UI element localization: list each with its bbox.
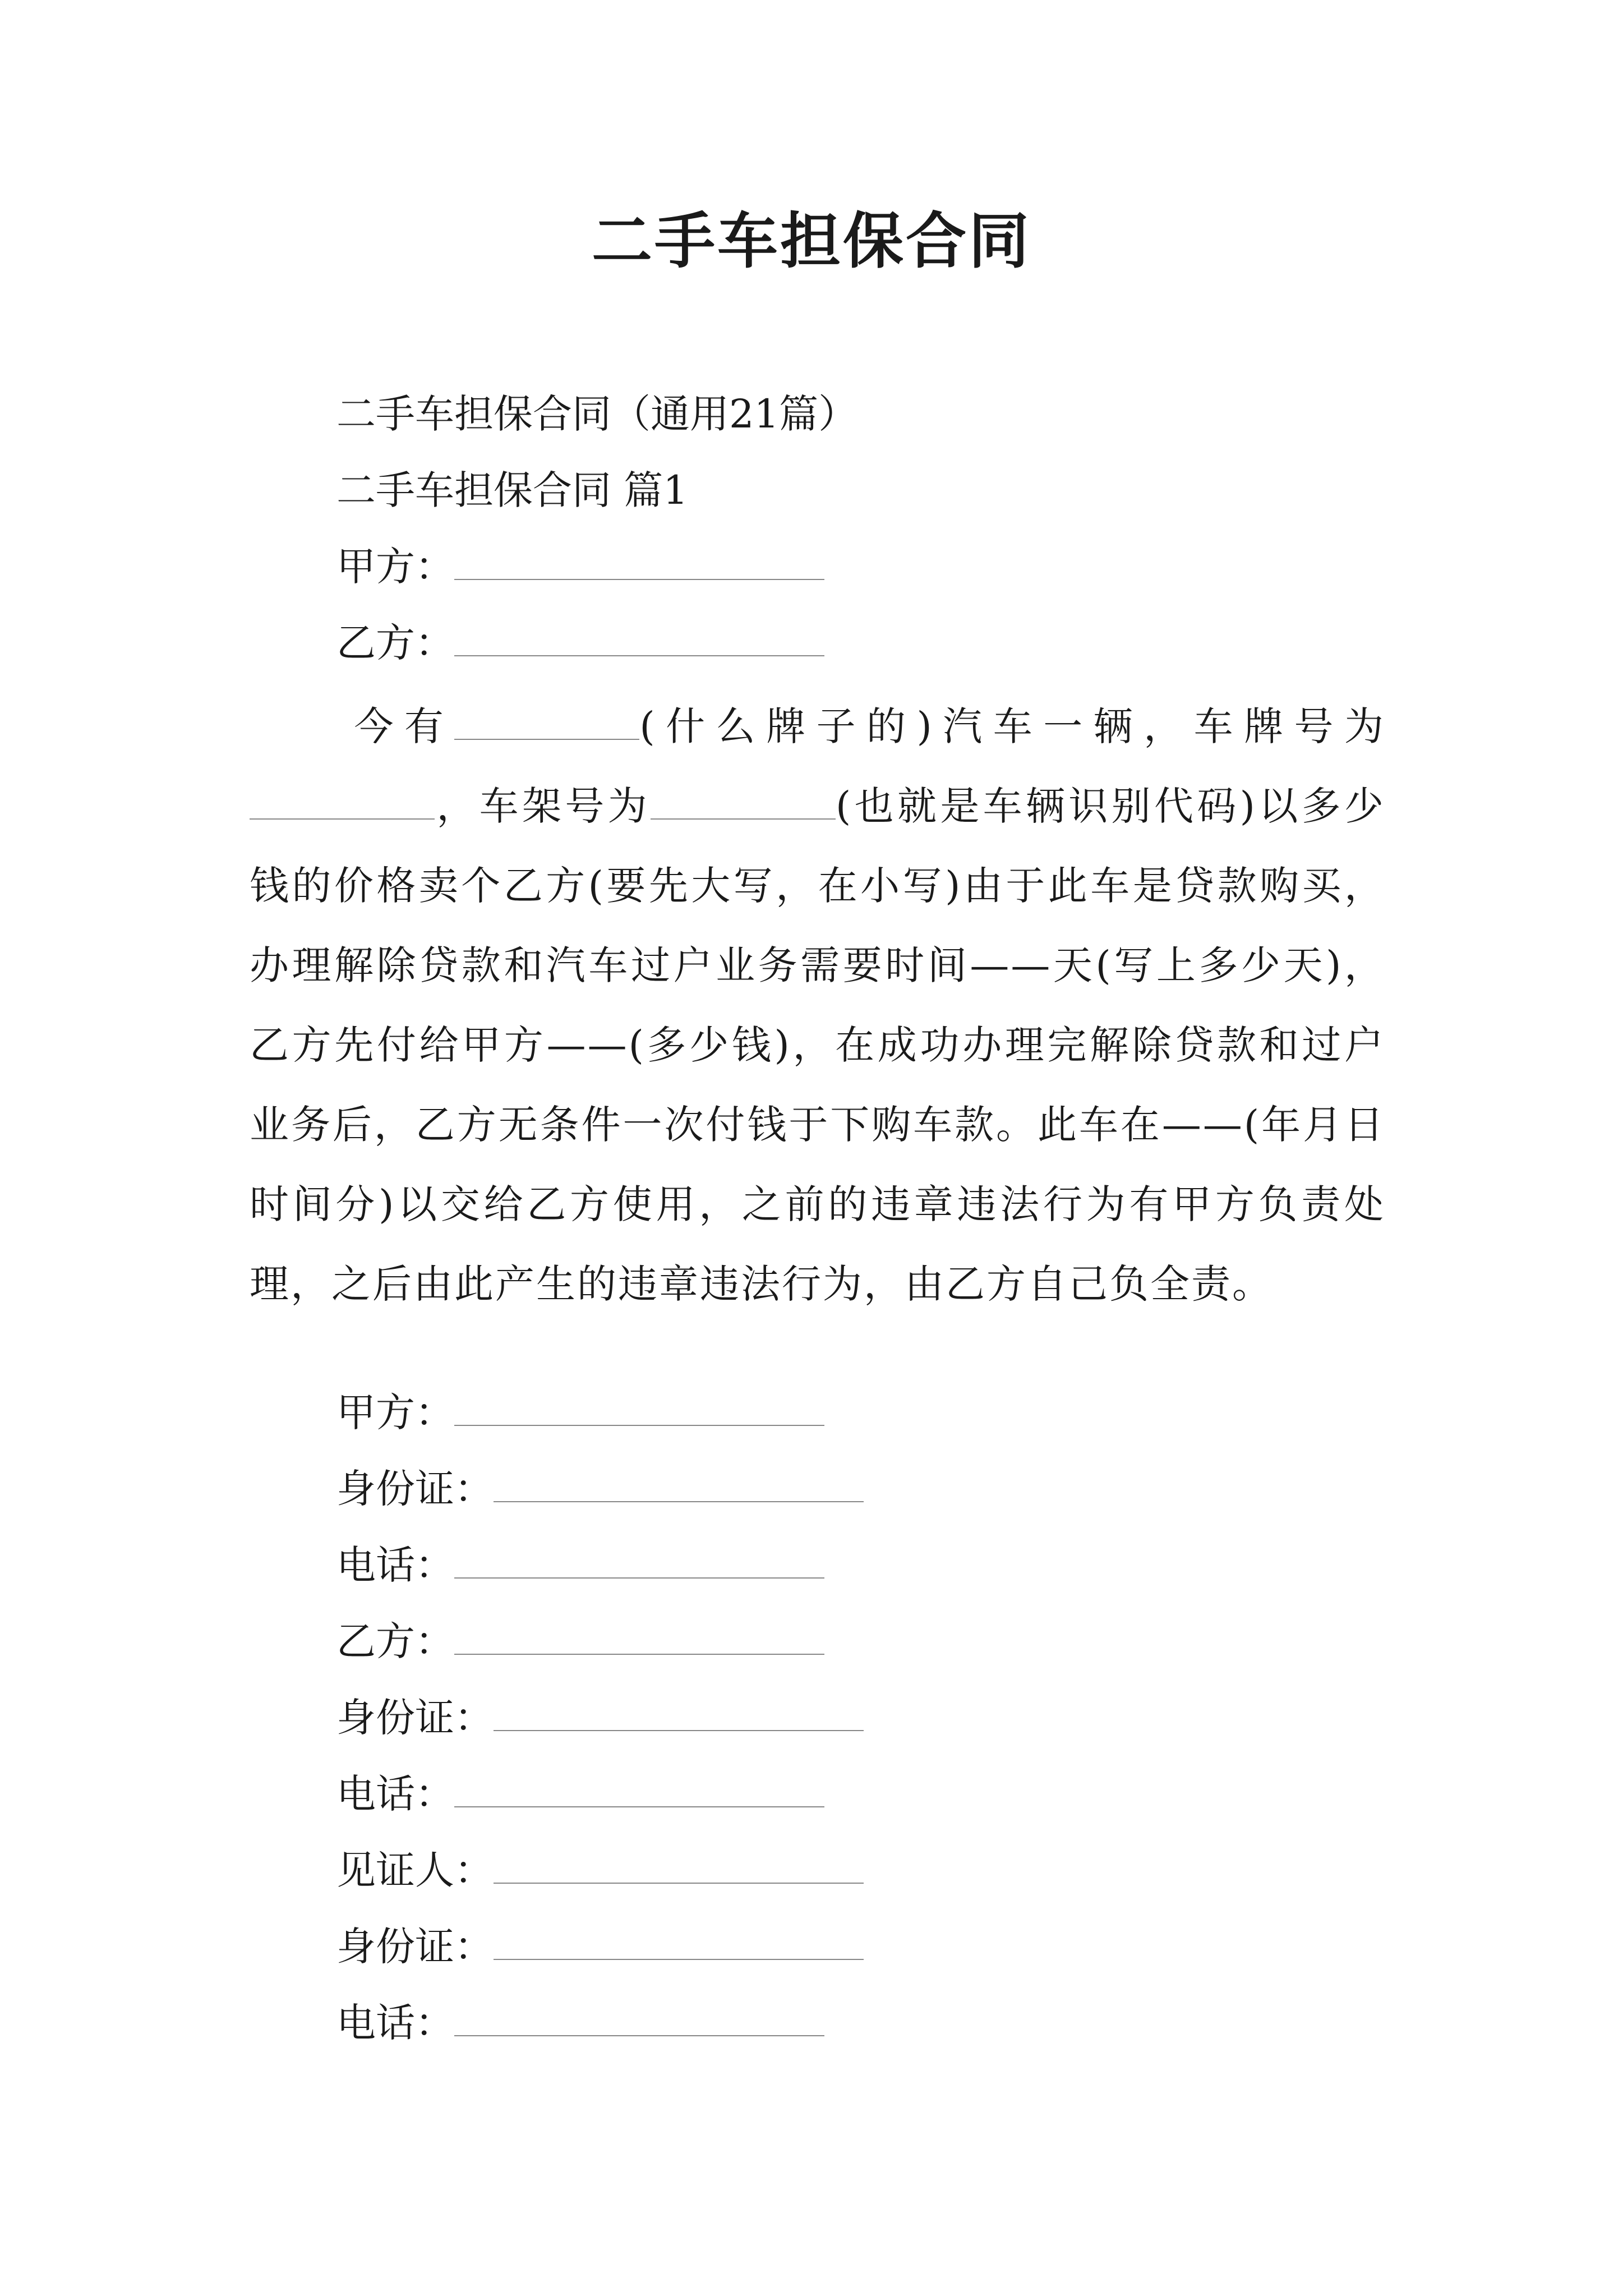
signature-witness-id [336,1920,864,1973]
signature-party-b-id [336,1691,864,1745]
document-subtitle: 二手车担保合同（通用21篇） [336,391,858,437]
body-segment-3: ，车架号为 [435,783,651,829]
signature-blank [454,1996,824,2036]
party-b-label: 乙方： [336,620,454,666]
signature-party-b [336,1614,824,1668]
signature-blank [494,1843,864,1884]
signature-witness-phone [336,1996,824,2050]
body-segment-2: (什么牌子的)汽车一辆，车牌号为 [639,703,1386,749]
signature-blank [454,1767,824,1807]
signature-label: 身份证： [336,1466,494,1512]
party-a-blank [454,540,824,580]
signature-label: 见证人： [336,1847,494,1893]
party-a-field [336,540,824,593]
signature-blank [454,1614,824,1655]
signature-label: 电话： [336,2000,454,2046]
signature-blank [454,1538,824,1579]
signature-label: 电话： [336,1542,454,1588]
signature-label: 甲方： [336,1389,454,1435]
document-title: 二手车担保合同 [591,206,1031,277]
signature-label: 电话： [336,1771,454,1817]
signature-blank [494,1691,864,1731]
party-a-label: 甲方： [336,544,454,590]
vin-blank [651,784,836,820]
plate-number-blank [250,784,435,820]
signature-label: 乙方： [336,1618,454,1664]
signature-blank [494,1920,864,1960]
signature-party-a-phone [336,1538,824,1592]
brand-blank [454,704,639,740]
party-b-blank [454,616,824,656]
body-segment-4: (也就是车辆识别代码)以多少钱的价格卖个乙方(要先大写，在小写)由于此车是贷款购买，办理解除贷款和汽车过户业务需要时间——天(写上多少天)，乙方先付给甲方——(多少钱)，在成功办理完解除贷款和过户业务后，乙方无条件一次付钱于下购车款。此车在——(年月日时间分)以交给乙方使用，之前的违章违法行为有甲方负责处理，之后由此产生的违章违法行为，由乙方自己负全责。 [250,783,1385,1307]
party-b-field [336,616,824,670]
signature-blank [494,1462,864,1502]
signature-party-a-id [336,1462,864,1516]
contract-body-paragraph [250,687,1385,1324]
section-heading: 二手车担保合同 篇1 [336,467,688,513]
signature-blank [454,1386,824,1426]
body-segment-1: 今有 [345,703,455,749]
signature-label: 身份证： [336,1695,494,1741]
signature-party-a [336,1386,824,1439]
signature-label: 身份证： [336,1924,494,1970]
signature-witness [336,1843,864,1897]
signature-party-b-phone [336,1767,824,1821]
